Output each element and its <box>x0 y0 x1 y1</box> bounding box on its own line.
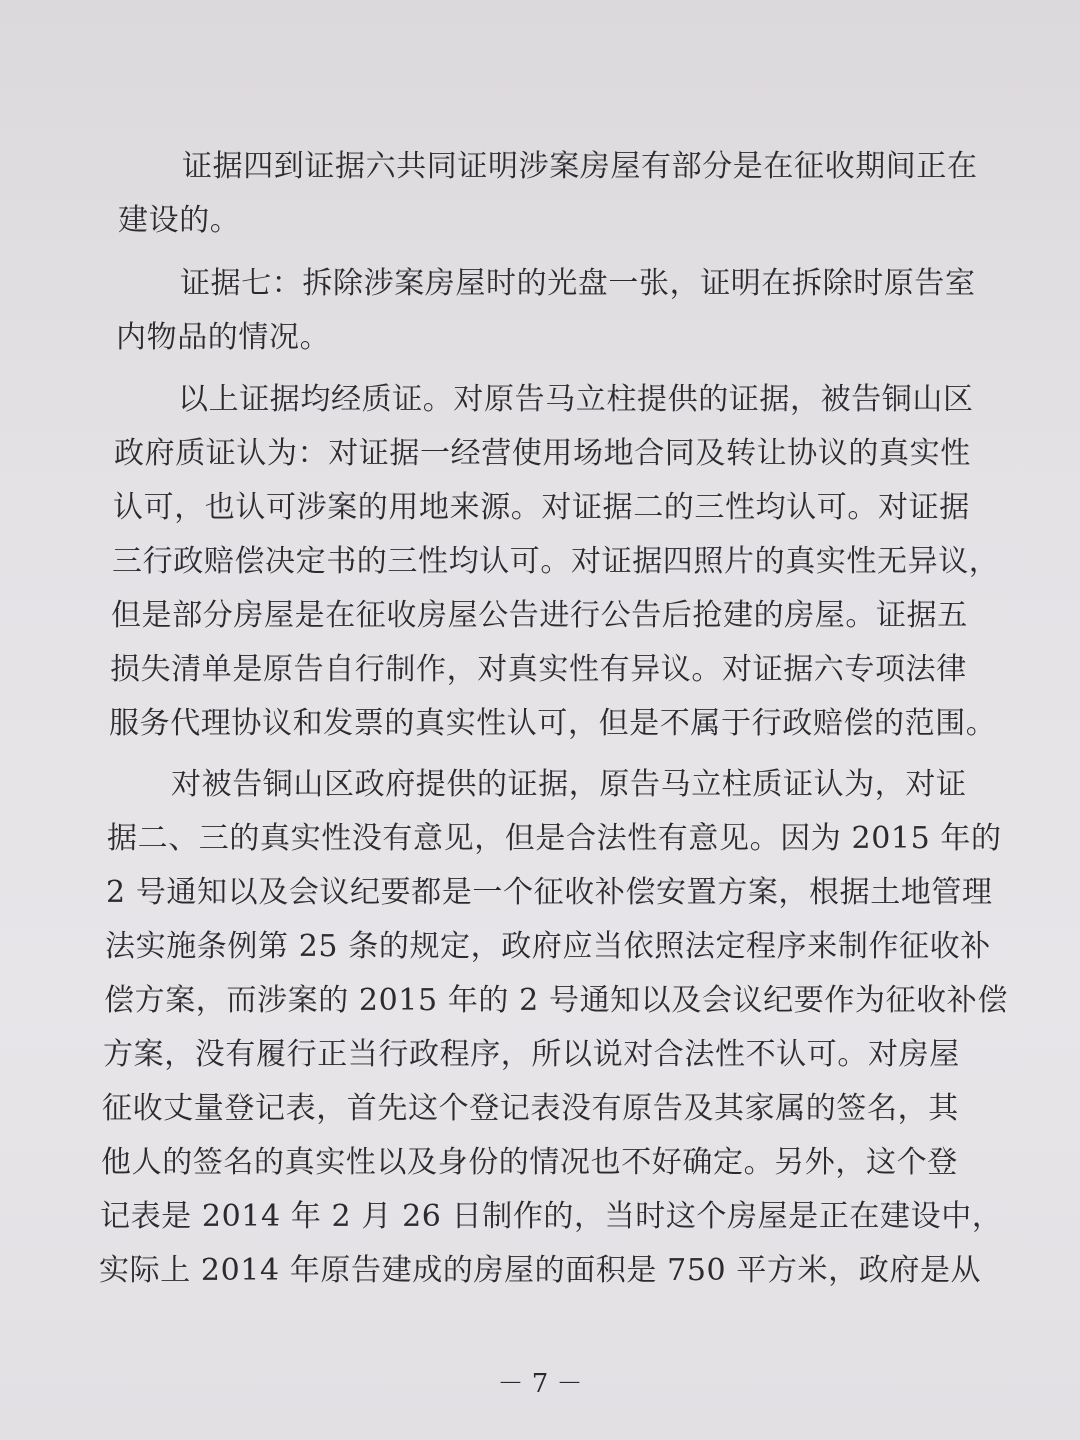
text-line: 他人的签名的真实性以及身份的情况也不好确定。另外，这个登 <box>101 1145 958 1180</box>
text-line: 但是部分房屋是在征收房屋公告进行公告后抢建的房屋。证据五 <box>111 598 968 633</box>
text-line: 2 号通知以及会议纪要都是一个征收补偿安置方案，根据土地管理 <box>106 875 993 910</box>
text-line: 法实施条例第 25 条的规定，政府应当依照法定程序来制作征收补 <box>105 929 991 964</box>
text-line: 证据七：拆除涉案房屋时的光盘一张，证明在拆除时原告室 <box>180 266 976 301</box>
text-line: 建设的。 <box>118 203 241 238</box>
text-line: 损失清单是原告自行制作，对真实性有异议。对证据六专项法律 <box>110 652 967 687</box>
text-line: 征收丈量登记表，首先这个登记表没有原告及其家属的签名，其 <box>102 1091 959 1126</box>
text-line: 内物品的情况。 <box>116 320 331 355</box>
text-line: 实际上 2014 年原告建成的房屋的面积是 750 平方米，政府是从 <box>99 1253 982 1288</box>
page-number: － 7 － <box>497 1369 583 1399</box>
text-line: 以上证据均经质证。对原告马立柱提供的证据，被告铜山区 <box>178 382 974 417</box>
text-line: 三行政赔偿决定书的三性均认可。对证据四照片的真实性无异议， <box>112 544 1000 579</box>
text-line: 偿方案，而涉案的 2015 年的 2 号通知以及会议纪要作为征收补偿 <box>104 983 1008 1018</box>
text-line: 对被告铜山区政府提供的证据，原告马立柱质证认为，对证 <box>171 767 967 802</box>
text-line: 证据四到证据六共同证明涉案房屋有部分是在征收期间正在 <box>182 149 978 184</box>
text-line: 记表是 2014 年 2 月 26 日制作的，当时这个房屋是正在建设中， <box>100 1199 1003 1234</box>
text-line: 认可，也认可涉案的用地来源。对证据二的三性均认可。对证据 <box>113 490 970 525</box>
text-line: 政府质证认为：对证据一经营使用场地合同及转让协议的真实性 <box>114 436 971 471</box>
text-line: 方案，没有履行正当行政程序，所以说对合法性不认可。对房屋 <box>103 1037 960 1072</box>
text-line: 服务代理协议和发票的真实性认可，但是不属于行政赔偿的范围。 <box>109 706 997 741</box>
text-line: 据二、三的真实性没有意见，但是合法性有意见。因为 2015 年的 <box>107 821 1002 856</box>
